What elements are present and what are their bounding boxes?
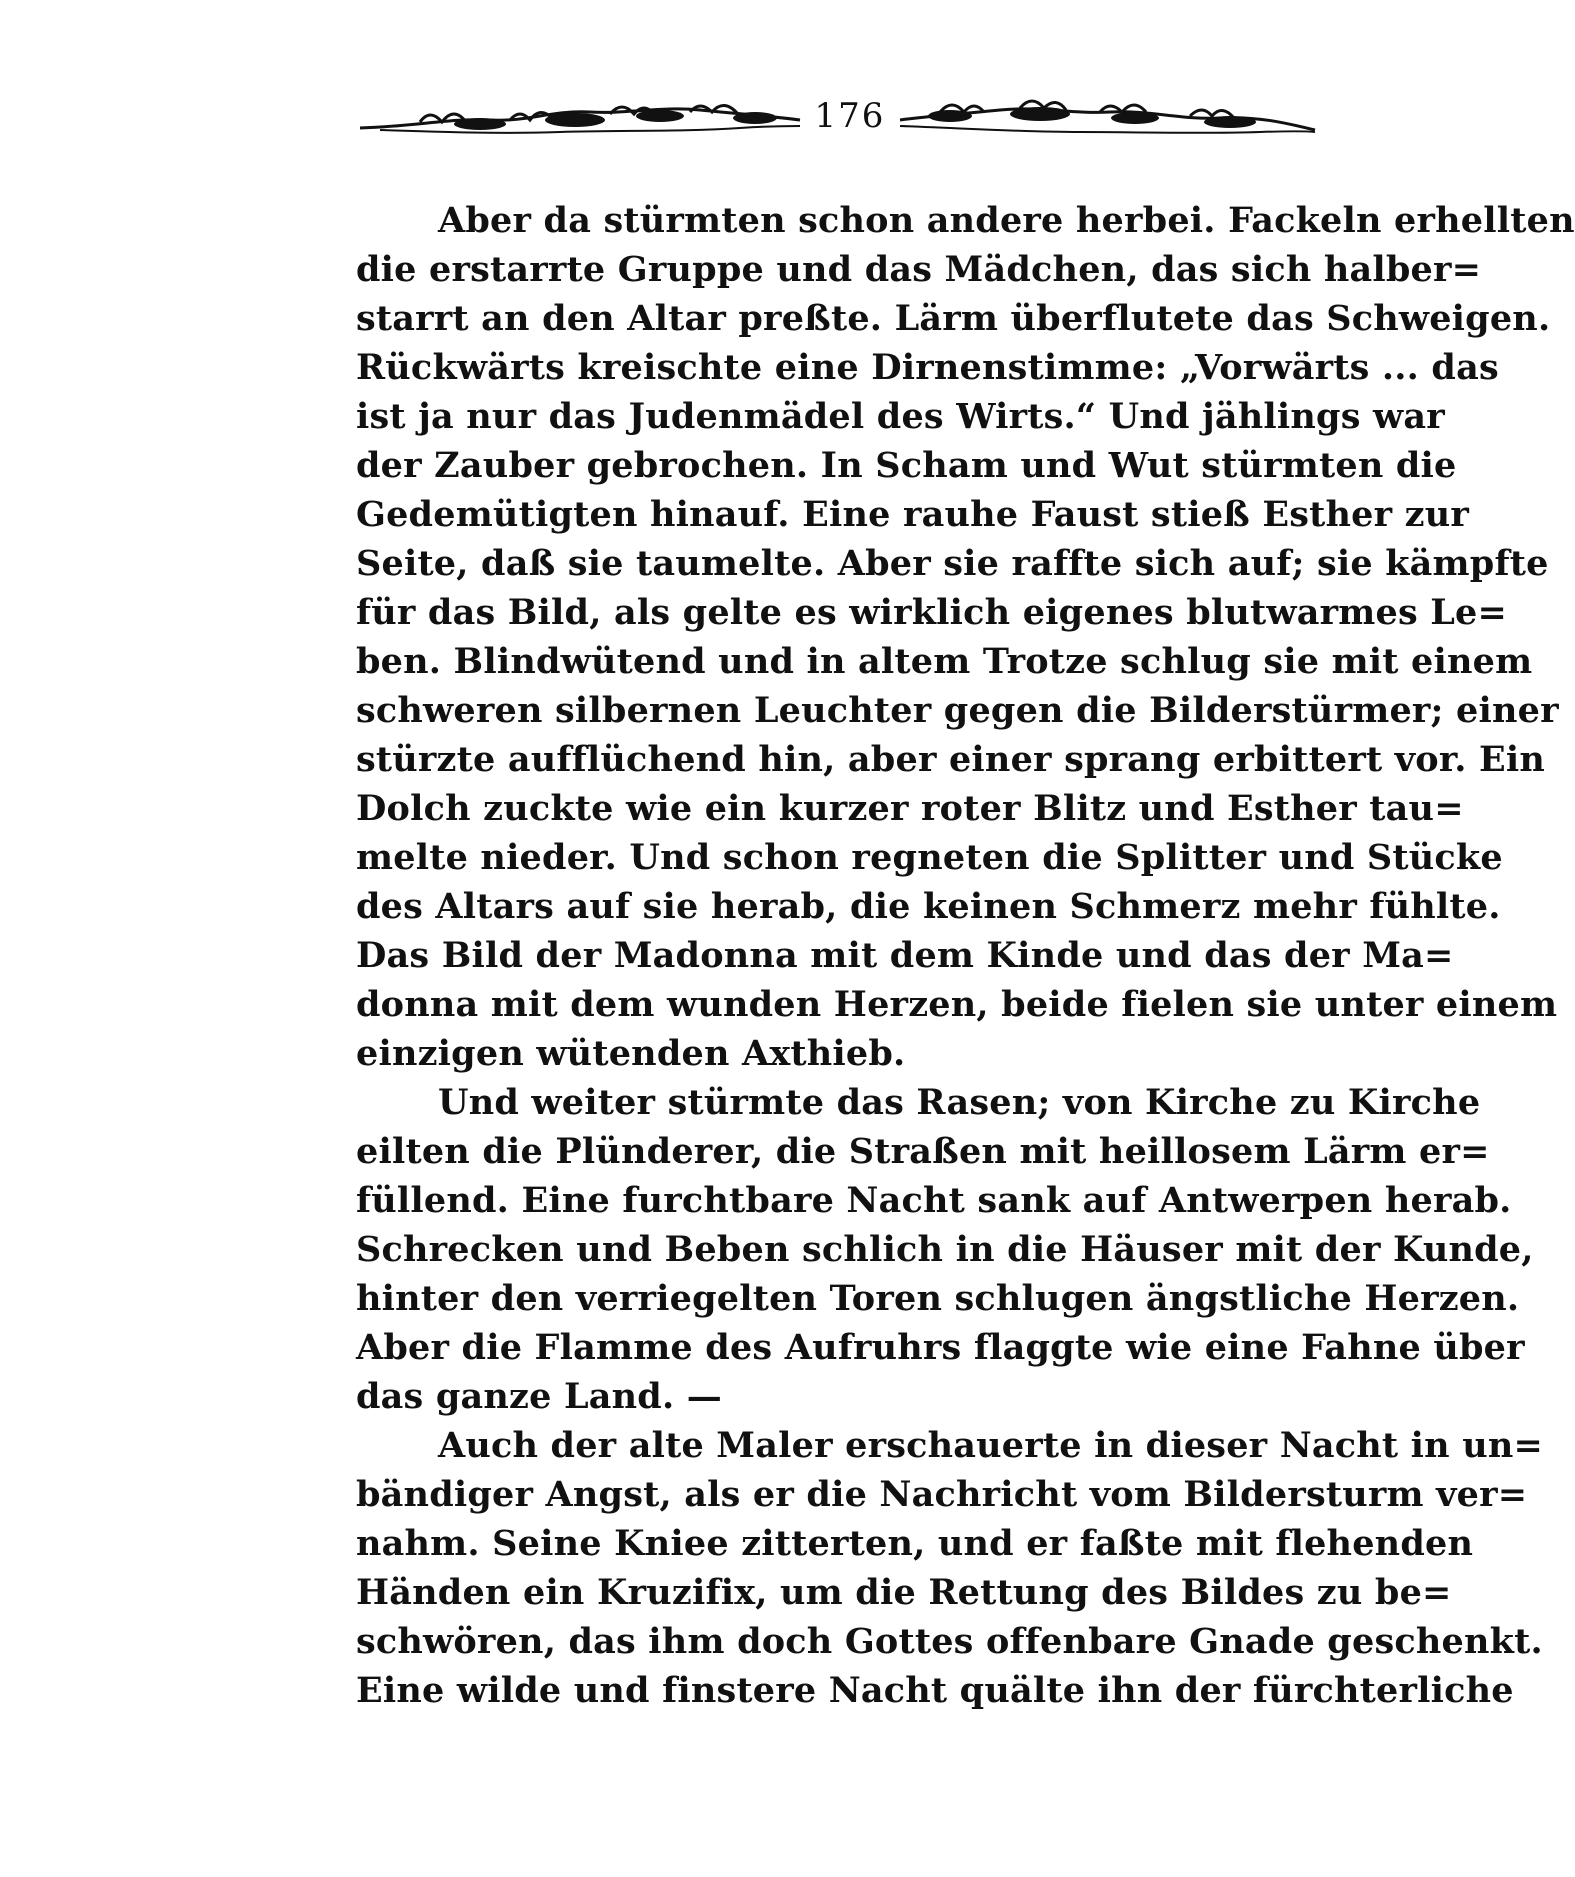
page-number: 176: [814, 96, 886, 136]
text-line: Aber da stürmten schon andere herbei. Fackeln erhellten: [438, 200, 1575, 241]
ornament-left-icon: [360, 98, 800, 142]
body-text: [356, 196, 1575, 1715]
text-line: das ganze Land. —: [356, 1376, 722, 1417]
page-header: [360, 90, 1315, 150]
text-line: schwören, das ihm doch Gottes offenbare Gnade geschenkt.: [356, 1621, 1543, 1662]
text-line: bändiger Angst, als er die Nachricht vom Bildersturm ver=: [356, 1474, 1528, 1515]
text-line: donna mit dem wunden Herzen, beide fielen sie unter einem: [356, 984, 1558, 1025]
text-line: nahm. Seine Kniee zitterten, und er faßte mit flehenden: [356, 1523, 1474, 1564]
text-line: Das Bild der Madonna mit dem Kinde und das der Ma=: [356, 935, 1454, 976]
text-line: Dolch zuckte wie ein kurzer roter Blitz und Esther tau=: [356, 788, 1464, 829]
paragraph-2: [356, 1078, 1534, 1421]
text-line: der Zauber gebrochen. In Scham und Wut stürmten die: [356, 445, 1457, 486]
text-line: füllend. Eine furchtbare Nacht sank auf Antwerpen herab.: [356, 1180, 1512, 1221]
text-line: für das Bild, als gelte es wirklich eigenes blutwarmes Le=: [356, 592, 1508, 633]
text-line: Auch der alte Maler erschauerte in dieser Nacht in un=: [438, 1425, 1544, 1466]
text-line: Und weiter stürmte das Rasen; von Kirche zu Kirche: [438, 1082, 1481, 1123]
text-line: eilten die Plünderer, die Straßen mit heillosem Lärm er=: [356, 1131, 1490, 1172]
text-line: starrt an den Altar preßte. Lärm überflutete das Schweigen.: [356, 298, 1551, 339]
text-line: ben. Blindwütend und in altem Trotze schlug sie mit einem: [356, 641, 1533, 682]
text-line: melte nieder. Und schon regneten die Splitter und Stücke: [356, 837, 1503, 878]
text-line: ist ja nur das Judenmädel des Wirts.“ Und jählings war: [356, 396, 1445, 437]
text-line: Seite, daß sie taumelte. Aber sie raffte sich auf; sie kämpfte: [356, 543, 1549, 584]
text-line: schweren silbernen Leuchter gegen die Bilderstürmer; einer: [356, 690, 1559, 731]
text-line: Schrecken und Beben schlich in die Häuser mit der Kunde,: [356, 1229, 1534, 1270]
ornament-right-icon: [900, 98, 1315, 142]
text-line: stürzte aufflüchend hin, aber einer sprang erbittert vor. Ein: [356, 739, 1546, 780]
text-line: hinter den verriegelten Toren schlugen ängstliche Herzen.: [356, 1278, 1520, 1319]
text-line: Gedemütigten hinauf. Eine rauhe Faust stieß Esther zur: [356, 494, 1469, 535]
text-line: Rückwärts kreischte eine Dirnenstimme: „Vorwärts ... das: [356, 347, 1499, 388]
text-line: Händen ein Kruzifix, um die Rettung des Bildes zu be=: [356, 1572, 1452, 1613]
paragraph-1: [356, 196, 1575, 1078]
text-line: des Altars auf sie herab, die keinen Schmerz mehr fühlte.: [356, 886, 1501, 927]
text-line: einzigen wütenden Axthieb.: [356, 1033, 906, 1074]
paragraph-3: [356, 1421, 1544, 1715]
text-line: die erstarrte Gruppe und das Mädchen, das sich halber=: [356, 249, 1482, 290]
text-line: Aber die Flamme des Aufruhrs flaggte wie eine Fahne über: [356, 1327, 1525, 1368]
text-line: Eine wilde und finstere Nacht quälte ihn der fürchterliche: [356, 1670, 1514, 1711]
